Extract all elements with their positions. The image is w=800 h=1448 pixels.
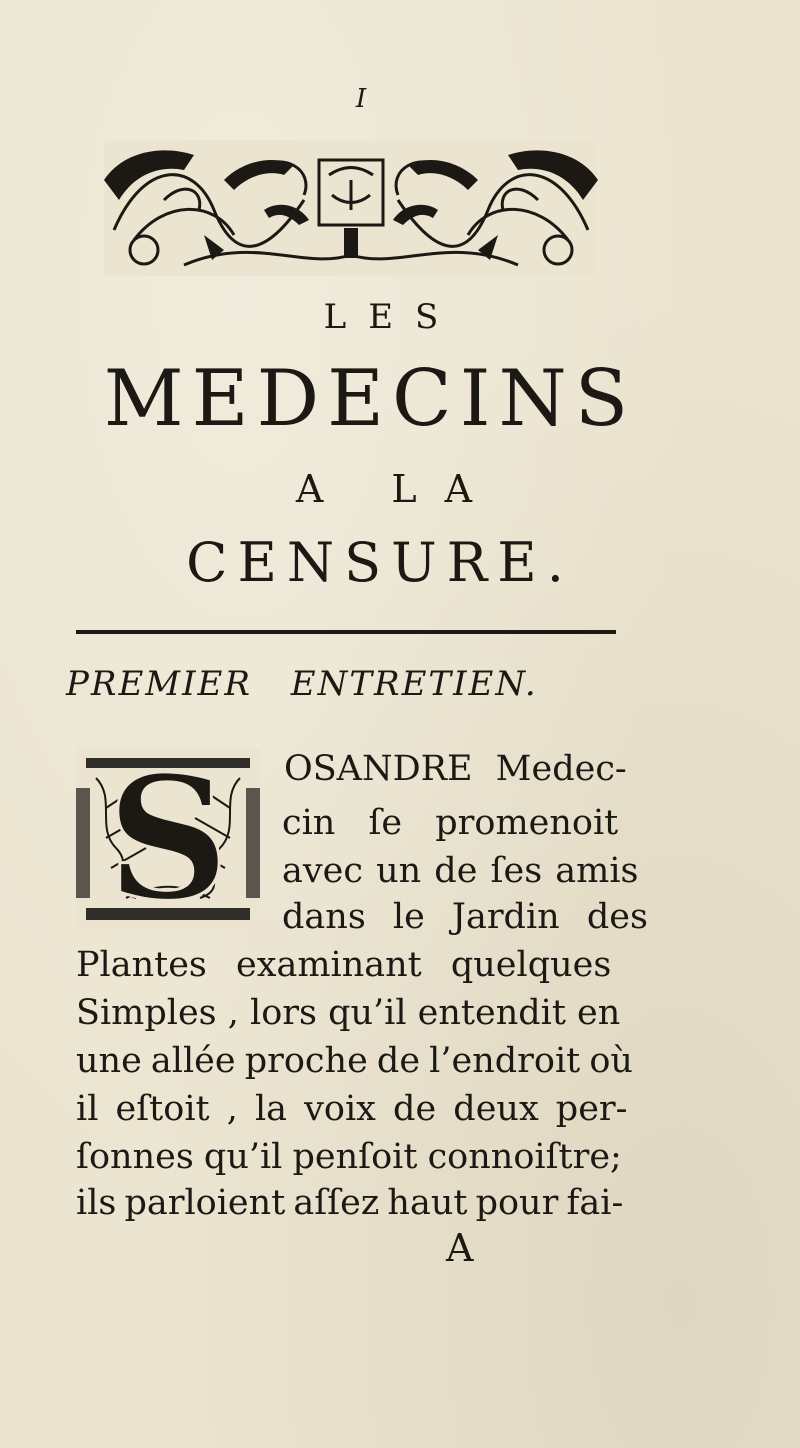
body-line: cin ſe promenoit — [282, 803, 619, 843]
body-line: OSANDRE Medec- — [284, 749, 627, 789]
body-line: ils parloient aſſez haut pour fai- — [76, 1183, 624, 1223]
body-line: une allée proche de l’endroit où — [76, 1041, 633, 1081]
title-medecins: MEDECINS — [103, 354, 637, 444]
page-number: I — [355, 84, 367, 114]
section-heading: PREMIER ENTRETIEN. — [66, 664, 538, 704]
body-line: dans le Jardin des — [282, 897, 648, 937]
horizontal-rule — [76, 630, 616, 634]
svg-text:S: S — [106, 748, 230, 930]
title-censure: CENSURE. — [186, 531, 574, 594]
headpiece-ornament-icon — [104, 140, 598, 276]
body-line: avec un de ſes amis — [282, 851, 639, 891]
catchword: A — [446, 1226, 474, 1270]
title-les: LES — [323, 297, 461, 337]
body-line: il eſtoit , la voix de deux per- — [76, 1089, 628, 1129]
body-line: Plantes examinant quelques — [76, 945, 612, 985]
body-line: Simples , lors qu’il entendit en — [76, 993, 621, 1033]
title-a-la: A LA — [295, 467, 501, 511]
body-line: ſonnes qu’il penſoit connoiſtre; — [76, 1137, 622, 1177]
decorated-initial-s-icon — [76, 748, 260, 930]
